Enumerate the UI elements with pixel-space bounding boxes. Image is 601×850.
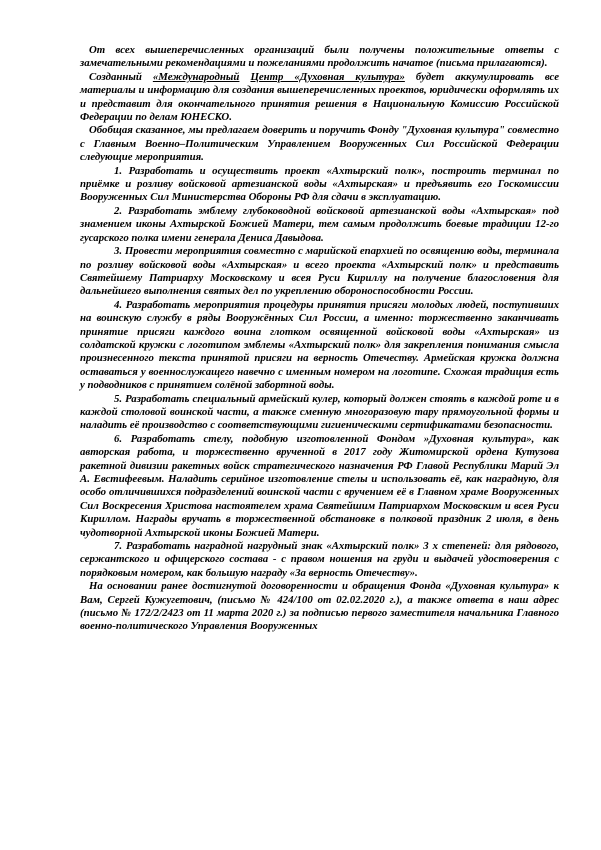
underlined-phrase: «Международный	[152, 70, 240, 83]
text-run	[239, 71, 250, 83]
paragraph-6: 3. Провести мероприятия совместно с марийской епархией по освящению воды, терминала по розливу войсковой воды «Ахтырская» и всего проекта «Ахтырский полк» и представить Святейшему Патриарху Московскому и всея Руси Кириллу на получение благословения для дальнейшего выполнения святых дел по укреплению обороноспособности России.	[80, 245, 559, 298]
text-run: Созданный	[89, 70, 153, 83]
paragraph-8: 5. Разработать специальный армейский кулер, который должен стоять в каждой роте и в каждой столовой воинской части, а также сменную многоразовую тару прямоугольной формы и наладить её производство с соответствующими гигиеническими сертификатами безопасности.	[80, 392, 559, 432]
paragraph-3: Обобщая сказанное, мы предлагаем доверить и поручить Фонду "Духовная культура" совместно с Главным Военно–Политическим Управлением Вооруженных Сил Российской Федерации следующие мероприятия.	[80, 124, 559, 164]
underlined-phrase: Центр «Духовная культура»	[250, 70, 405, 83]
paragraph-11: На основании ранее достигнутой договоренности и обращения Фонда «Духовная культура» к Вам, Сергей Кужугетович, (письмо № 424/100 от 02.02.2020 г.), а также ответа в наш адрес (письмо № 172/2/2423 от 11 марта 2020 г.) за подписью первого заместителя начальника Главного военно-политического Управления Вооруженных	[80, 580, 559, 633]
paragraph-9: 6. Разработать стелу, подобную изготовленной Фондом »Духовная культура», как авторская работа, и торжественно врученной в 2017 году Житомирской ордена Кутузова ракетной дивизии ракетных войск стратегического назначения РФ Главой Республики Марий Эл А. Евстифеевым. Наладить серийное изготовление стелы и использовать её, как наградную, для особо отличившихся подразделений воинской части с вручением её в Главном храме Вооруженных Сил Воскресения Христова настоятелем храма Святейшим Патриархом Московским и всея Руси Кириллом. Награды вручать в торжественной обстановке в полковой праздник 2 июля, в день чудотворной Ахтырской иконы Божией Матери.	[80, 432, 559, 539]
paragraph-1: От всех вышеперечисленных организаций были получены положительные ответы с замечательными рекомендациями и пожеланиями продолжить начатое (письма прилагаются).	[80, 44, 559, 70]
paragraph-4: 1. Разработать и осуществить проект «Ахтырский полк», построить терминал по приёмке и розливу войсковой артезианской воды «Ахтырская» и предъявить его Госкомиссии Вооруженных Сил Министерства Обороны РФ для сдачи в эксплуатацию.	[80, 164, 559, 204]
paragraph-7: 4. Разработать мероприятия процедуры принятия присяги молодых людей, поступивших на воинскую службу в ряды Вооружённых Сил России, а именно: торжественно заканчивать принятие присяги каждого воина глотком освященной войсковой воды «Ахтырская» из солдатской кружки с логотипом эмблемы «Ахтырский полк» для закрепления понимания смысла произнесенного текста принятой присяги на верность Отечеству. Армейская кружка должна оставаться у военнослужащего навечно с именным номером на логотипе. Схожая традиция есть у подводников с принятием солёной забортной воды.	[80, 298, 559, 392]
paragraph-5: 2. Разработать эмблему глубоководной войсковой артезианской воды «Ахтырская» под знамением иконы Ахтырской Божией Матери, тем самым продолжить боевые традиции 12-го гусарского полка имени генерала Дениса Давыдова.	[80, 204, 559, 244]
text-run: будет аккумулировать все материалы и информацию для создания вышеперечисленных проектов, юридически оформлять их и представит для окончательного принятия решения в Национальную Комиссию Российской Федерации по делам ЮНЕСКО.	[80, 70, 559, 124]
document-body	[80, 44, 559, 634]
paragraph-2	[80, 71, 559, 125]
paragraph-10: 7. Разработать наградной нагрудный знак «Ахтырский полк» 3 х степеней: для рядового, сержантского и офицерского состава - с правом ношения на груди и выдачей удостоверения с порядковым номером, как большую награду «За верность Отечеству».	[80, 540, 559, 579]
